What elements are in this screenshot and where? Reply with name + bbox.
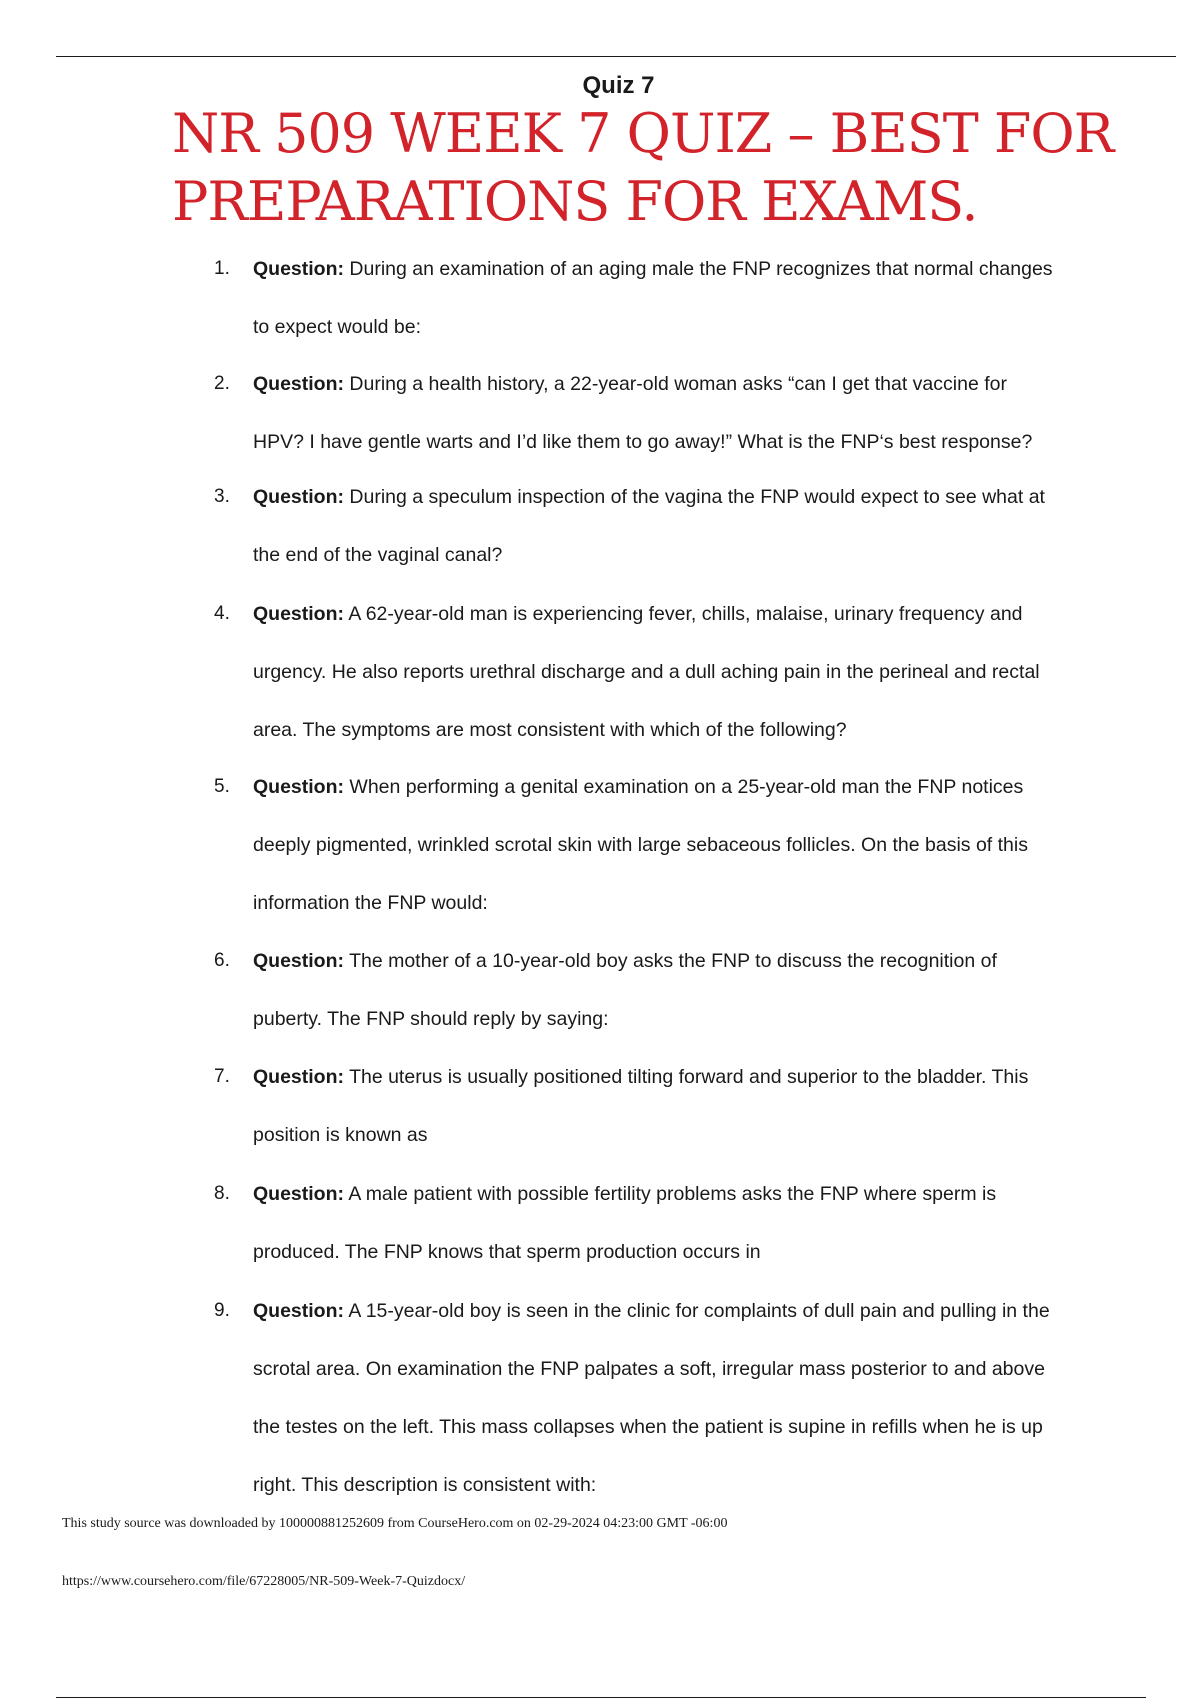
question-number: 6. [214,950,230,971]
question-number: 4. [214,603,230,624]
question-line-text: During a health history, a 22-year-old woman asks “can I get that vaccine for [344,373,1007,395]
question-text [253,1165,1083,1281]
question-line-text: When performing a genital examination on a 25-year-old man the FNP notices [344,776,1024,798]
question-number: 7. [214,1066,230,1087]
question-line-text: The mother of a 10-year-old boy asks the FNP to discuss the recognition of [344,950,997,972]
question-line: right. This description is consistent with: [253,1474,597,1496]
question-line: area. The symptoms are most consistent with which of the following? [253,719,847,741]
question-text [253,240,1083,356]
question-line: puberty. The FNP should reply by saying: [253,1008,609,1030]
question-number: 5. [214,776,230,797]
question-line [253,585,1083,643]
question-line: the testes on the left. This mass collapses when the patient is supine in refills when he is up [253,1416,1043,1438]
question-label: Question: [253,486,344,508]
question-line-text: A male patient with possible fertility problems asks the FNP where sperm is [344,1183,997,1205]
question-label: Question: [253,1183,344,1205]
question-text [253,1282,1083,1514]
question-line: produced. The FNP knows that sperm production occurs in [253,1241,761,1263]
question-text [253,585,1083,759]
question-line [253,1048,1083,1106]
question-line-text: The uterus is usually positioned tilting forward and superior to the bladder. This [344,1066,1029,1088]
question-line [253,1282,1083,1340]
question-number: 2. [214,373,230,394]
question-text [253,932,1083,1048]
question-label: Question: [253,1066,344,1088]
question-line: the end of the vaginal canal? [253,544,503,566]
bottom-divider [56,1697,1146,1698]
top-divider [56,56,1176,57]
header-label: Quiz 7 [582,72,655,99]
question-line: HPV? I have gentle warts and I’d like them to go away!” What is the FNP‘s best response? [253,431,1033,453]
question-line [253,468,1083,526]
question-line-text: A 15-year-old boy is seen in the clinic for complaints of dull pain and pulling in the [344,1300,1050,1322]
document-title [172,100,1152,236]
question-line [253,240,1083,298]
question-line [253,1165,1083,1223]
title-line-1: NR 509 WEEK 7 QUIZ – BEST FOR [172,102,1114,165]
question-label: Question: [253,1300,344,1322]
question-line-text: During a speculum inspection of the vagina the FNP would expect to see what at [344,486,1045,508]
question-line [253,932,1083,990]
question-number: 9. [214,1300,230,1321]
question-number: 1. [214,258,230,279]
question-label: Question: [253,603,344,625]
question-line: information the FNP would: [253,892,488,914]
question-text [253,758,1083,932]
question-number: 8. [214,1183,230,1204]
question-line [253,758,1083,816]
question-label: Question: [253,950,344,972]
source-note: This study source was downloaded by 100000881252609 from CourseHero.com on 02-29-2024 04:23:00 GMT -06:00 [62,1516,728,1531]
question-line-text: A 62-year-old man is experiencing fever, chills, malaise, urinary frequency and [344,603,1023,625]
question-line-text: During an examination of an aging male the FNP recognizes that normal changes [344,258,1053,280]
question-text [253,468,1083,584]
question-line: deeply pigmented, wrinkled scrotal skin with large sebaceous follicles. On the basis of this [253,834,1028,856]
question-text [253,355,1083,471]
question-label: Question: [253,373,344,395]
question-line: position is known as [253,1124,428,1146]
question-text [253,1048,1083,1164]
question-line: scrotal area. On examination the FNP palpates a soft, irregular mass posterior to and above [253,1358,1045,1380]
question-label: Question: [253,776,344,798]
title-line-2: PREPARATIONS FOR EXAMS. [172,170,978,233]
question-number: 3. [214,486,230,507]
question-line: urgency. He also reports urethral discharge and a dull aching pain in the perineal and rectal [253,661,1040,683]
question-line [253,355,1083,413]
question-line: to expect would be: [253,316,422,338]
source-url[interactable]: https://www.coursehero.com/file/67228005/NR-509-Week-7-Quizdocx/ [62,1574,466,1589]
question-label: Question: [253,258,344,280]
